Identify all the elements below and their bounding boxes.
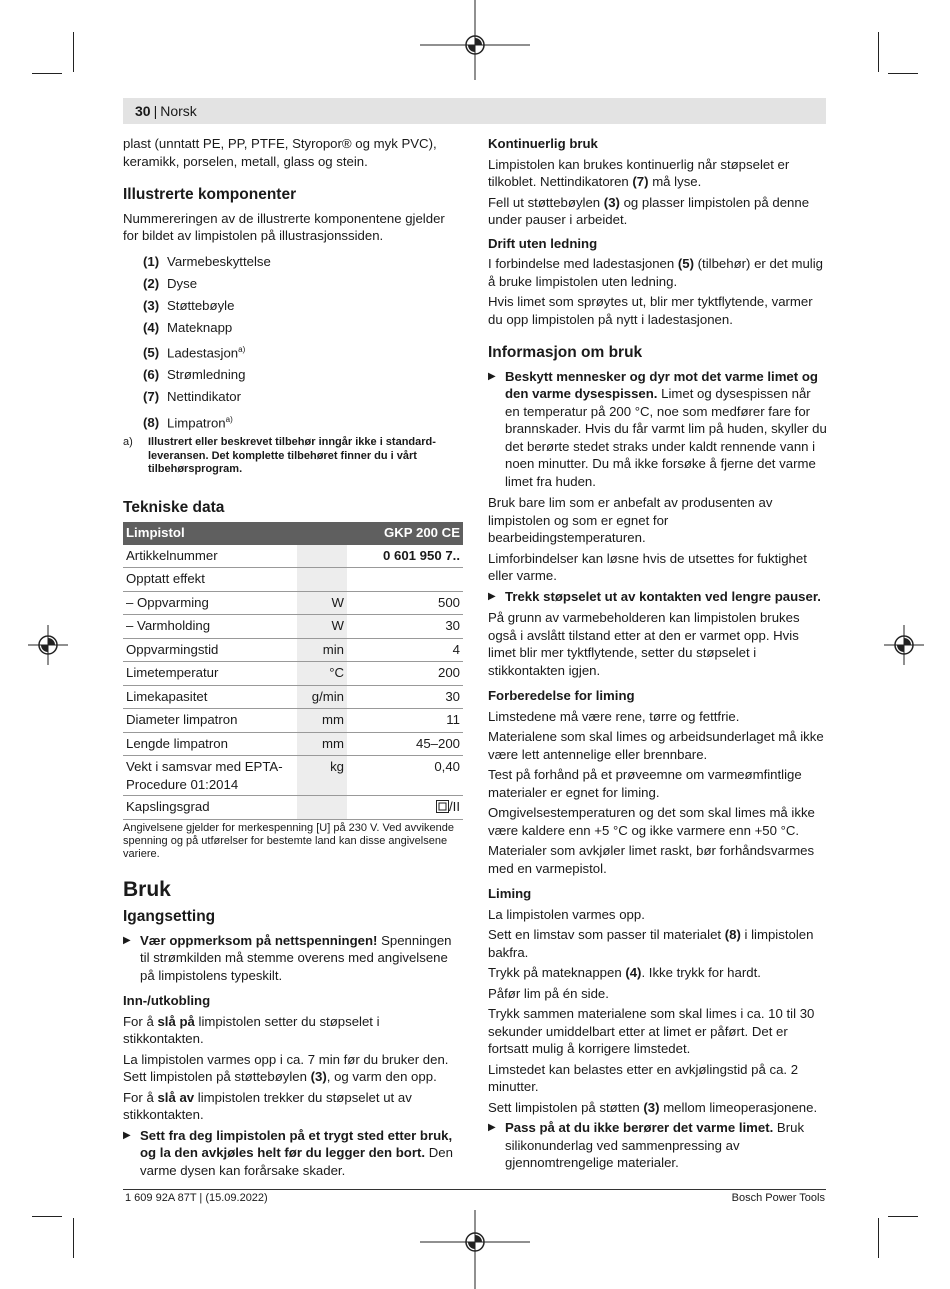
list-item: (2) Dyse [143, 275, 198, 291]
tech-data-heading: Tekniske data [123, 498, 225, 516]
components-list [143, 253, 463, 432]
table-row: Artikkelnummer 0 601 950 7.. [123, 545, 463, 568]
paragraph: Test på forhånd på et prøveemne om varmeømfintlige materialer er egnet for liming. [488, 767, 802, 800]
paragraph: La limpistolen varmes opp i ca. 7 min før du bruker den. Sett limpistolen på støttebøylen (3), og varm den opp. [123, 1051, 449, 1085]
table-row: Lengde limpatron mm 45–200 [123, 732, 463, 756]
registration-mark-icon [884, 625, 924, 665]
arrow-icon: ▶ [488, 370, 496, 382]
components-text: Nummereringen av de illustrerte komponentene gjelder for bildet av limpistolen på illustrasjonssiden. [123, 210, 445, 243]
paragraph: I forbindelse med ladestasjonen (5) (tilbehør) er det mulig å bruke limpistolen uten ledning. [488, 256, 823, 289]
crop-mark [878, 32, 879, 72]
footer-rule [123, 1189, 826, 1190]
paragraph: Materialene som skal limes og arbeidsunderlaget må ikke være lett antennelige eller brennbare. [488, 729, 824, 762]
table-row: Vekt i samsvar med EPTA-Procedure 01:2014 kg 0,40 [123, 756, 463, 796]
warning-bullet: ▶ Vær oppmerksom på nettspenningen! Spenningen til strømkilden må stemme overens med angivelsene på limpistolens typeskilt. [123, 932, 452, 983]
inn-ut-heading: Inn-/utkobling [123, 993, 211, 1009]
paragraph: På grunn av varmebeholderen kan limpistolen brukes også i avslått tilstand etter at den er varmet opp. Hvis limet blir mer tyktflytende, setter du støpselet i stikkontakten igjen. [488, 610, 800, 678]
crop-mark [32, 1216, 62, 1217]
list-item: (1) Varmebeskyttelse [143, 253, 271, 269]
arrow-icon: ▶ [488, 1122, 496, 1133]
paragraph: Sett limpistolen på støtten (3) mellom limeoperasjonene. [488, 1099, 818, 1115]
page-number: 30 [135, 103, 151, 119]
footer-brand: Bosch Power Tools [731, 1192, 825, 1204]
section-heading-bruk: Bruk [123, 877, 171, 901]
paragraph: Sett en limstav som passer til materialet (8) i limpistolen bakfra. [488, 927, 814, 960]
arrow-icon: ▶ [123, 1129, 131, 1141]
crop-mark [888, 73, 918, 74]
table-row: – Oppvarming W 500 [123, 591, 463, 615]
page-header-bar [123, 98, 826, 124]
table-header-row: Limpistol GKP 200 CE [123, 522, 463, 545]
header-separator: | [153, 103, 158, 119]
table-note: Angivelsene gjelder for merkespenning [U] på 230 V. Ved avvikende spenning og på utførelser for bestemte land kan disse angivelsene variere. [123, 821, 455, 860]
list-item: (4) Mateknapp [143, 319, 233, 335]
list-item: (5) Ladestasjon$^{a)}$ [143, 344, 246, 361]
paragraph: Påfør lim på én side. [488, 985, 609, 1001]
paragraph: Limpistolen kan brukes kontinuerlig når støpselet er tilkoblet. Nettindikatoren (7) må lyse. [488, 156, 790, 189]
list-item: (8) Limpatron$^{a)}$ [143, 414, 233, 430]
warning-bullet: ▶ Beskytt mennesker og dyr mot det varme limet og den varme dysespissen. Limet og dysespissen når en temperatur på 200 °C, noe som medfører fare for brannskader. Hvis du får varmt lim på huden, skyller du det berørte stedet straks under kaldt rennende vann i noen minutter. Du må ikke forsøke å fjerne det varme limet fra huden. [488, 368, 827, 489]
paragraph: Limstedet kan belastes etter en avkjølingstid på ca. 2 minutter. [488, 1061, 799, 1094]
table-row: Oppvarmingstid min 4 [123, 638, 463, 662]
registration-mark-icon [420, 0, 530, 90]
table-row: Kapslingsgrad /II [123, 796, 463, 820]
paragraph: Materialer som avkjøler limet raskt, bør forhåndsvarmes med en varmepistol. [488, 843, 815, 876]
kontinuerlig-heading: Kontinuerlig bruk [488, 136, 598, 151]
igangsetting-heading: Igangsetting [123, 908, 216, 926]
table-row: Limetemperatur °C 200 [123, 662, 463, 686]
crop-mark [32, 73, 62, 74]
table-row: Diameter limpatron mm 11 [123, 709, 463, 733]
crop-mark [73, 1218, 74, 1258]
warning-bullet: ▶ Pass på at du ikke berører det varme limet. Bruk silikonunderlag ved sammenpressing av gjennomtrengelige materialer. [488, 1120, 805, 1170]
footer-doc-id: 1 609 92A 87T | (15.09.2022) [125, 1192, 268, 1204]
intro-text: plast (unntatt PE, PP, PTFE, Styropor® og myk PVC), keramikk, porselen, metall, glass og stein. [123, 136, 437, 169]
paragraph: For å slå på limpistolen setter du støpselet i stikkontakten. [123, 1013, 380, 1047]
list-item: (3) Støttebøyle [143, 297, 235, 313]
table-row: Opptatt effekt [123, 568, 463, 592]
forberedelse-heading: Forberedelse for liming [488, 688, 635, 703]
paragraph: For å slå av limpistolen trekker du støpselet ut av stikkontakten. [123, 1089, 412, 1123]
header-language: Norsk [160, 103, 197, 119]
paragraph: La limpistolen varmes opp. [488, 906, 645, 922]
paragraph: Fell ut støttebøylen (3) og plasser limpistolen på denne under pauser i arbeidet. [488, 194, 810, 227]
arrow-icon: ▶ [123, 934, 131, 946]
page-header [135, 103, 197, 119]
paragraph: Limforbindelser kan løsne hvis de utsettes for fuktighet eller varme. [488, 550, 807, 583]
left-column [123, 135, 463, 1183]
liming-heading: Liming [488, 886, 532, 901]
arrow-icon: ▶ [488, 590, 496, 602]
list-item: (7) Nettindikator [143, 389, 242, 405]
crop-mark [888, 1216, 918, 1217]
paragraph: Hvis limet som sprøytes ut, blir mer tyktflytende, varmer du opp limpistolen på nytt i ladestasjonen. [488, 294, 813, 327]
protection-class-square-icon [436, 800, 449, 813]
info-heading: Informasjon om bruk [488, 344, 643, 361]
tech-data-table [123, 522, 463, 820]
components-heading: Illustrerte komponenter [123, 186, 297, 203]
warning-bullet: ▶ Sett fra deg limpistolen på et trygt sted etter bruk, og la den avkjøles helt før du legger den bort. Den varme dysen kan forårsake skader. [123, 1127, 453, 1178]
paragraph: Omgivelsestemperaturen og det som skal limes må ikke være kaldere enn +5 °C og ikke varmere enn +50 °C. [488, 805, 815, 838]
right-column [488, 135, 828, 1176]
table-row: – Varmholding W 30 [123, 615, 463, 639]
paragraph: Trykk sammen materialene som skal limes i ca. 10 til 30 sekunder umiddelbart etter at limet er påført. Det er fortsatt mulig å korrigere limstedet. [488, 1006, 815, 1056]
table-row: Limekapasitet g/min 30 [123, 685, 463, 709]
drift-heading: Drift uten ledning [488, 235, 598, 251]
list-item: (6) Strømledning [143, 367, 246, 383]
registration-mark-icon [420, 1200, 530, 1289]
warning-bullet: ▶ Trekk støpselet ut av kontakten ved lengre pauser. [488, 588, 821, 604]
paragraph: Trykk på mateknappen (4). Ikke trykk for hardt. [488, 965, 761, 980]
registration-mark-icon [28, 625, 68, 665]
crop-mark [878, 1218, 879, 1258]
footnote: a) Illustrert eller beskrevet tilbehør inngår ikke i standard-leveransen. Det komplette tilbehøret finner du i vårt tilbehørsprogram. [123, 436, 436, 476]
crop-mark [73, 32, 74, 72]
paragraph: Bruk bare lim som er anbefalt av produsenten av limpistolen og som er egnet for bearbeidingstemperaturen. [488, 495, 773, 545]
paragraph: Limstedene må være rene, tørre og fettfrie. [488, 708, 740, 724]
